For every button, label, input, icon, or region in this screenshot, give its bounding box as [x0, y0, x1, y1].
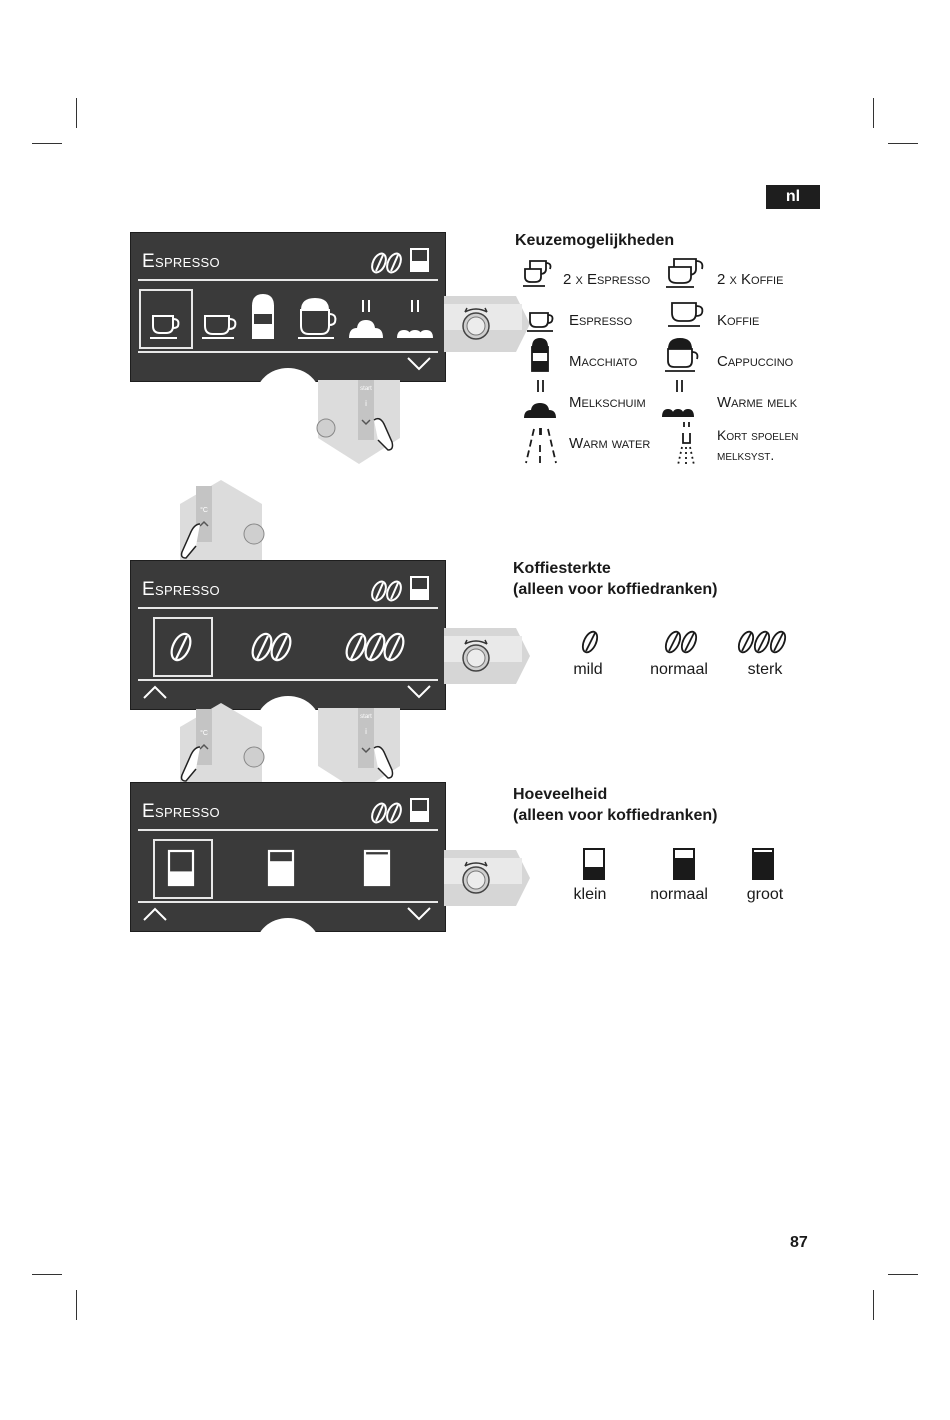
bean-strong-icon	[736, 629, 788, 654]
milk-froth-icon[interactable]	[349, 300, 383, 338]
knob-cutout	[256, 368, 320, 396]
info-label: i	[365, 727, 367, 736]
rotary-knob-pointer[interactable]	[444, 628, 530, 684]
amount-cup-icons	[570, 846, 790, 886]
strength-label: mild	[573, 661, 603, 678]
header-divider	[138, 607, 438, 609]
header-status-icons	[369, 574, 431, 604]
amount-label: groot	[746, 886, 784, 903]
cappuccino-cup-icon[interactable]	[298, 298, 335, 338]
bean-normal-icon	[663, 629, 699, 654]
option-label: 2 x Espresso	[563, 271, 651, 288]
option-label: Cappuccino	[717, 353, 794, 370]
heading-keuzemogelijkheden: Keuzemogelijkheden	[515, 232, 675, 249]
strength-label: normaal	[650, 661, 708, 678]
option-icons-right	[660, 255, 720, 475]
screen-title: Espresso	[142, 579, 220, 600]
temp-label: °C	[200, 730, 208, 737]
rotary-knob-pointer[interactable]	[444, 296, 530, 352]
macchiato-glass-icon[interactable]	[252, 294, 274, 338]
coffee-cup-icon	[668, 303, 702, 326]
finger-press-up-pointer[interactable]	[180, 703, 262, 783]
milk-froth-icon	[524, 380, 556, 418]
option-label-line2: melksyst.	[717, 447, 775, 463]
scroll-up-indicator[interactable]	[143, 685, 167, 699]
cup-normal-icon[interactable]	[269, 851, 293, 885]
double-coffee-cup-icon	[666, 259, 702, 287]
knob-cutout	[256, 918, 320, 946]
temp-label: °C	[200, 507, 208, 514]
double-espresso-cup-icon	[523, 261, 551, 286]
screen-title: Espresso	[142, 801, 220, 822]
start-label: start	[360, 714, 372, 720]
option-label-line1: Kort spoelen	[717, 427, 799, 443]
bean-normal-icon[interactable]	[249, 631, 294, 663]
footer-divider	[138, 351, 438, 353]
crop-mark	[32, 143, 62, 144]
option-label: 2 x Koffie	[717, 271, 784, 288]
option-label: Melkschuim	[569, 394, 646, 411]
bean-strong-icon[interactable]	[343, 631, 407, 663]
option-label: Warm water	[569, 435, 651, 452]
option-label: Warme melk	[717, 394, 798, 411]
info-label: i	[365, 399, 367, 408]
cup-normal-icon	[674, 849, 694, 879]
crop-mark	[888, 1274, 918, 1275]
scroll-down-indicator[interactable]	[407, 357, 431, 371]
heading-line1: Koffiesterkte	[513, 560, 611, 577]
scroll-down-indicator[interactable]	[407, 907, 431, 921]
header-status-icons	[369, 246, 431, 276]
warm-milk-icon[interactable]	[397, 300, 433, 338]
bean-mild-icon[interactable]	[168, 631, 194, 663]
espresso-cup-icon[interactable]	[150, 316, 178, 338]
warm-milk-icon	[662, 380, 694, 417]
macchiato-glass-icon	[532, 338, 548, 371]
cup-large-icon	[753, 849, 773, 879]
crop-mark	[32, 1274, 62, 1275]
heading-line2: (alleen voor koffiedranken)	[513, 807, 718, 824]
crop-mark	[76, 1290, 77, 1320]
knob-cutout	[256, 696, 320, 724]
bean-mild-icon	[580, 629, 600, 654]
hot-water-icon	[526, 428, 556, 465]
page-number: 87	[790, 1234, 808, 1251]
display-screen-drink-selection	[130, 232, 446, 382]
header-divider	[138, 279, 438, 281]
milk-rinse-icon	[678, 422, 694, 467]
start-label: start	[360, 386, 372, 392]
crop-mark	[873, 1290, 874, 1320]
header-status-icons	[369, 796, 431, 826]
heading-hoeveelheid	[513, 784, 718, 826]
crop-mark	[873, 98, 874, 128]
display-screen-amount	[130, 782, 446, 932]
screen-title: Espresso	[142, 251, 220, 272]
strength-label: sterk	[747, 661, 783, 678]
crop-mark	[888, 143, 918, 144]
option-label	[717, 425, 798, 465]
strength-bean-icons	[560, 626, 810, 658]
option-label: Koffie	[717, 312, 760, 329]
finger-press-down-pointer[interactable]	[318, 380, 400, 464]
heading-line2: (alleen voor koffiedranken)	[513, 581, 718, 598]
coffee-cup-icon[interactable]	[202, 316, 235, 338]
crop-mark	[76, 98, 77, 128]
footer-divider	[138, 679, 438, 681]
header-divider	[138, 829, 438, 831]
option-label: Macchiato	[569, 353, 638, 370]
rotary-knob-pointer[interactable]	[444, 850, 530, 906]
amount-label: normaal	[650, 886, 708, 903]
display-screen-coffee-strength	[130, 560, 446, 710]
finger-press-down-pointer[interactable]	[318, 708, 400, 792]
amount-label: klein	[573, 886, 607, 903]
cup-small-icon	[584, 849, 604, 879]
heading-line1: Hoeveelheid	[513, 786, 608, 803]
footer-divider	[138, 901, 438, 903]
language-tag: nl	[766, 185, 820, 209]
heading-koffiesterkte	[513, 558, 718, 600]
finger-press-up-pointer[interactable]	[180, 480, 262, 560]
cup-small-icon[interactable]	[169, 851, 193, 885]
cup-large-icon[interactable]	[365, 851, 389, 885]
espresso-cup-icon	[527, 313, 553, 331]
cappuccino-cup-icon	[665, 338, 697, 371]
scroll-up-indicator[interactable]	[143, 907, 167, 921]
scroll-down-indicator[interactable]	[407, 685, 431, 699]
option-label: Espresso	[569, 312, 633, 329]
